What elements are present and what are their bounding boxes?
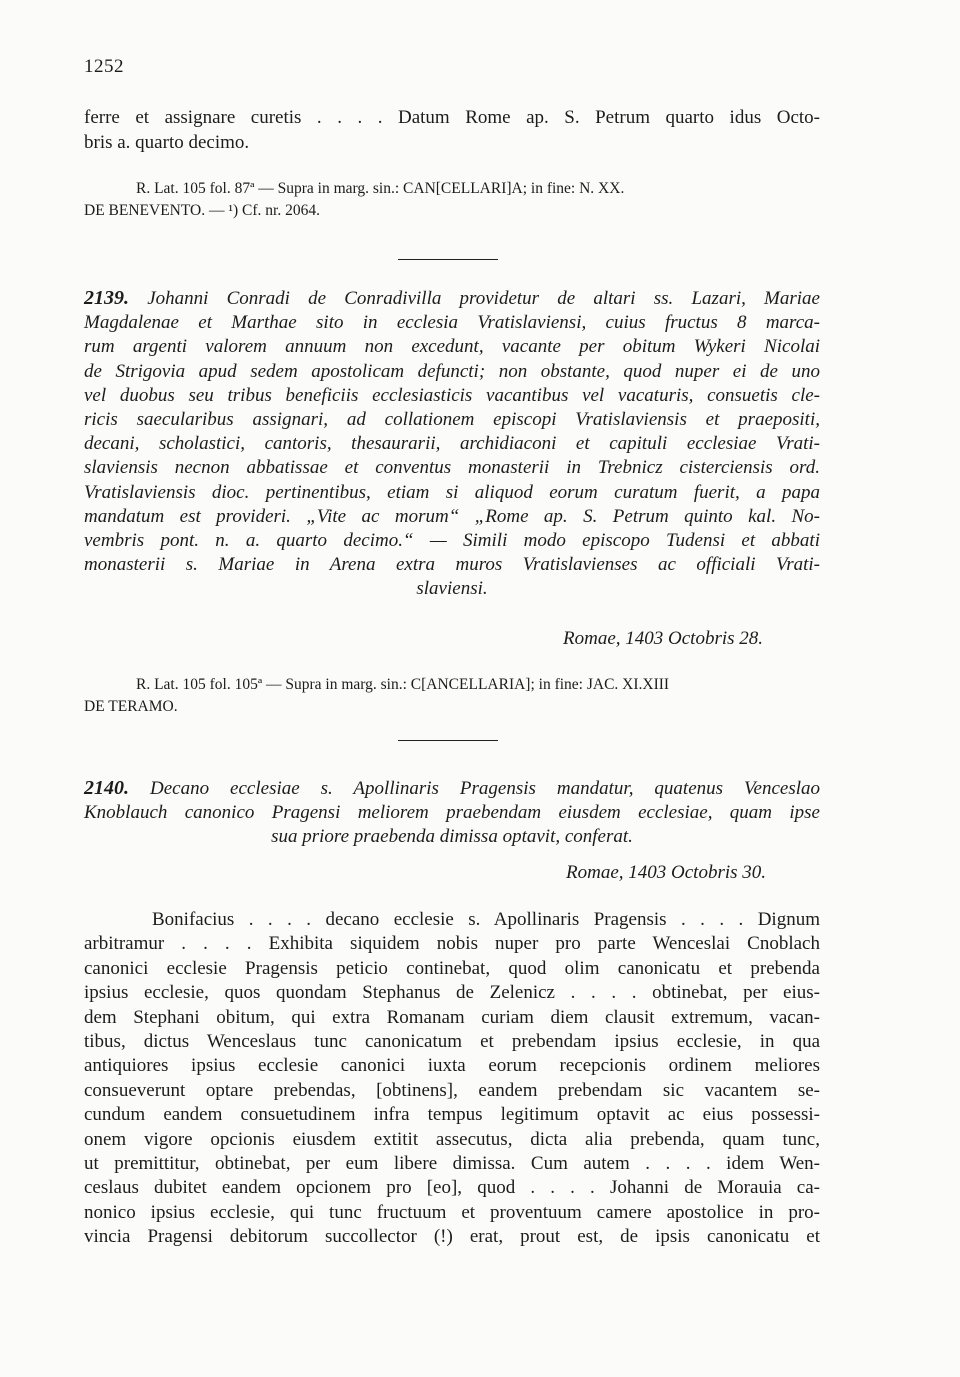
entry-number: 2140. [84, 777, 129, 799]
section-divider [398, 740, 498, 741]
summary-line: Knoblauch canonico Pragensi meliorem praebendam eiusdem ecclesiae, quam ipse [84, 802, 820, 824]
footnote-1 [84, 178, 820, 222]
body-line: ceslaus dubitet eandem opcionem pro [eo], quod . . . . Johanni de Morauia ca- [84, 1177, 820, 1199]
entry-2140-summary [84, 776, 820, 850]
body-line: consueverunt optare prebendas, [obtinens], eandem prebendam sic vacantem se- [84, 1079, 820, 1101]
body-line: antiquiores ipsius ecclesie canonici iuxta eorum recepcionis ordinem meliores [84, 1055, 820, 1077]
body-line: arbitramur . . . . Exhibita siquidem nobis nuper pro parte Wenceslai Cnoblach [84, 933, 820, 955]
footnote-line: R. Lat. 105 fol. 87ª — Supra in marg. sin.: CAN[CELLARI]A; in fine: N. XX. [136, 180, 625, 197]
footnote-line: DE TERAMO. [84, 698, 178, 715]
body-line: vincia Pragensi debitorum succollector (!) erat, prout est, de ipsis canonicatu et [84, 1226, 820, 1248]
summary-line: slaviensi. [416, 578, 488, 600]
body-line: ut premittitur, obtinebat, per eum libere dimissa. Cum autem . . . . idem Wen- [84, 1153, 820, 1175]
footnote-line: DE BENEVENTO. — ¹) Cf. nr. 2064. [84, 202, 320, 219]
footnote-line: R. Lat. 105 fol. 105ª — Supra in marg. sin.: C[ANCELLARIA]; in fine: JAC. XI.XIII [136, 676, 670, 693]
summary-line: monasterii s. Mariae in Arena extra muros Vratislavienses ac officiali Vrati- [84, 554, 820, 576]
intro-line: ferre et assignare curetis . . . . Datum Rome ap. S. Petrum quarto idus Octo- [84, 107, 820, 128]
body-line: onem vigore opcionis eiusdem extitit assecutus, dicta alia prebenda, quam tunc, [84, 1128, 820, 1150]
entry-2139-date: Romae, 1403 Octobris 28. [563, 628, 764, 649]
summary-line: ricis saecularibus assignari, ad collationem episcopi Vratislaviensis et praepositi, [84, 409, 820, 431]
summary-line: de Strigovia apud sedem apostolicam defuncti; non obstante, quod nuper ei de uno [84, 360, 820, 382]
summary-line: Decano ecclesiae s. Apollinaris Pragensis mandatur, quatenus Venceslao [149, 778, 820, 799]
body-line: nonico ipsius ecclesie, qui tunc fructuum et proventuum camere apostolice in pro- [84, 1201, 820, 1223]
body-line: ipsius ecclesie, quos quondam Stephanus de Zelenicz . . . . obtinebat, per eius- [84, 982, 820, 1004]
entry-2139-summary [84, 286, 820, 602]
page-number: 1252 [84, 56, 124, 77]
summary-line: decani, scholastici, cantoris, thesaurarii, archidiaconi et capituli ecclesiae Vrati- [84, 433, 820, 455]
entry-number: 2139. [84, 287, 129, 309]
summary-line: mandatum est provideri. „Vite ac morum“ „Rome ap. S. Petrum quinto kal. No- [84, 505, 820, 527]
entry-2140-date: Romae, 1403 Octobris 30. [566, 862, 767, 883]
body-line: tibus, dictus Wenceslaus tunc canonicatum et prebendam ipsius ecclesie, in qua [84, 1031, 820, 1053]
summary-line: Vratislaviensis dioc. pertinentibus, etiam si aliquod eorum curatum fuerit, a papa [84, 481, 820, 503]
body-line: dem Stephani obitum, qui extra Romanam curiam diem clausit extremum, vacan- [84, 1006, 820, 1028]
section-divider [398, 259, 498, 260]
intro-paragraph [84, 106, 820, 155]
body-line: canonici ecclesie Pragensis peticio continebat, quod olim canonicatu et prebenda [84, 957, 820, 979]
footnote-2 [84, 674, 820, 718]
summary-line: Magdalenae et Marthae sito in ecclesia Vratislaviensi, cuius fructus 8 marca- [84, 312, 820, 334]
summary-line: sua priore praebenda dimissa optavit, conferat. [271, 826, 633, 848]
summary-line: slaviensis necnon abbatissae et conventus monasterii in Trebnicz cisterciensis ord. [84, 457, 820, 479]
summary-line: vembris pont. n. a. quarto decimo.“ — Simili modo episcopo Tudensi et abbati [84, 530, 820, 552]
intro-line: bris a. quarto decimo. [84, 131, 250, 153]
summary-line: Johanni Conradi de Conradivilla providetur de altari ss. Lazari, Mariae [147, 288, 820, 309]
body-line: cundum eandem consuetudinem infra tempus legitimum optavit ac eius possessi- [84, 1104, 820, 1126]
summary-line: rum argenti valorem annuum non excedunt, vacante per obitum Wykeri Nicolai [84, 336, 820, 358]
body-line: Bonifacius . . . . decano ecclesie s. Apollinaris Pragensis . . . . Dignum [152, 909, 820, 930]
document-body [84, 908, 820, 1250]
summary-line: vel duobus seu tribus beneficiis ecclesiasticis vacantibus vel vacaturis, consuetis cle- [84, 384, 820, 406]
